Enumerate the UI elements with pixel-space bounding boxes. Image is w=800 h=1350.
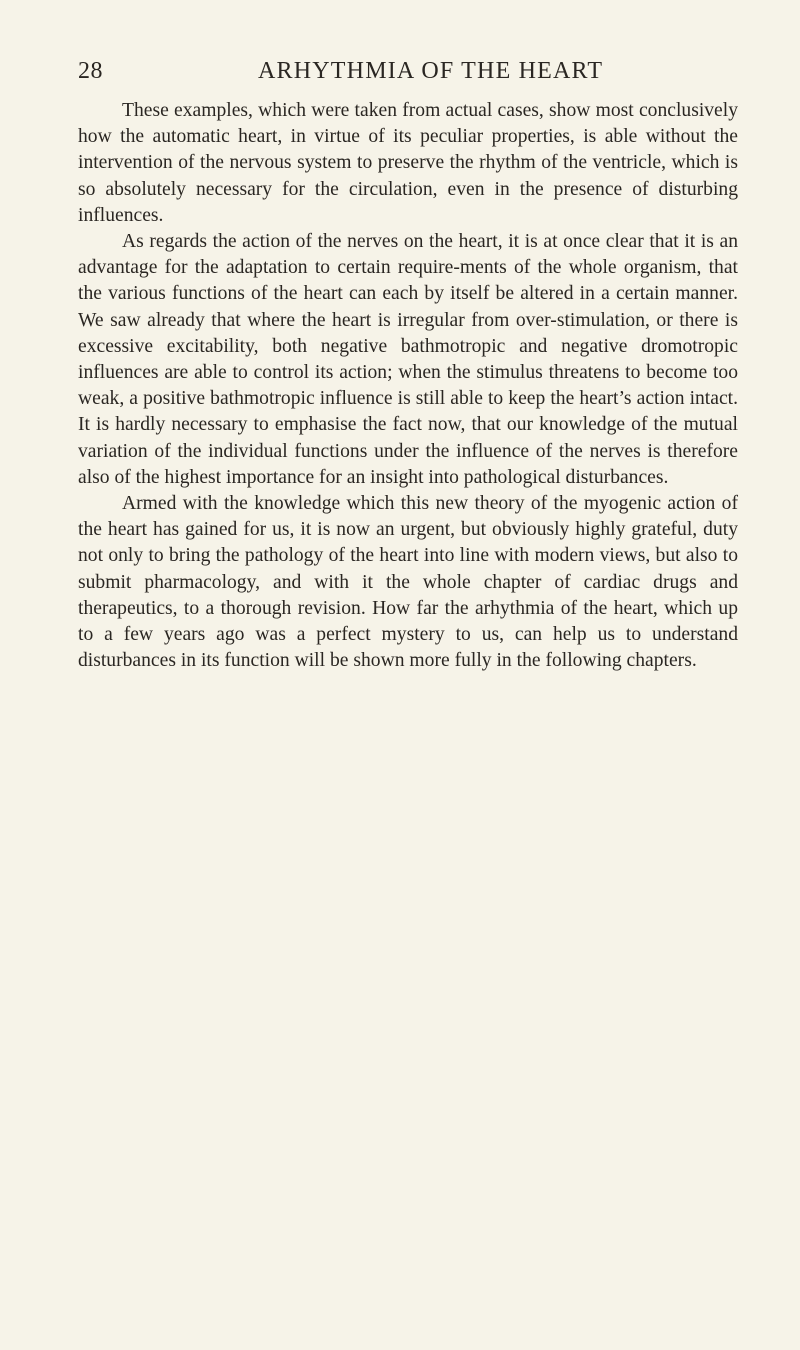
paragraph-1: These examples, which were taken from actual cases, show most conclusively how the automatic heart, in virtue of its peculiar properties, is able without the intervention of the nervous system to preserve the rhythm of the ventricle, which is so absolutely necessary for the circulation, even in the presence of disturbing influences. — [78, 100, 738, 226]
body-text — [78, 98, 738, 674]
paragraph-3: Armed with the knowledge which this new theory of the myogenic action of the heart has gained for us, it is now an urgent, but obviously highly grateful, duty not only to bring the pathology of the heart into line with modern views, but also to submit pharmacology, and with it the whole chapter of cardiac drugs and therapeutics, to a thorough revision. How far the arhythmia of the heart, which up to a few years ago was a perfect mystery to us, can help us to understand disturbances in its function will be shown more fully in the following chapters. — [78, 493, 738, 672]
paragraph-2: As regards the action of the nerves on the heart, it is at once clear that it is an advantage for the adaptation to certain require-ments of the whole organism, that the various functions of the heart can each by itself be altered in a certain manner. We saw already that where the heart is irregular from over-stimulation, or there is excessive excitability, both negative bathmotropic and negative dromotropic influences are able to control its action; when the stimulus threatens to become too weak, a positive bathmotropic influence is still able to keep the heart’s action intact. It is hardly necessary to emphasise the fact now, that our knowledge of the mutual variation of the individual functions under the influence of the nerves is therefore also of the highest importance for an insight into pathological disturbances. — [78, 231, 738, 488]
running-head — [78, 58, 740, 88]
page-number: 28 — [78, 58, 103, 84]
running-title: ARHYTHMIA OF THE HEART — [258, 58, 604, 84]
